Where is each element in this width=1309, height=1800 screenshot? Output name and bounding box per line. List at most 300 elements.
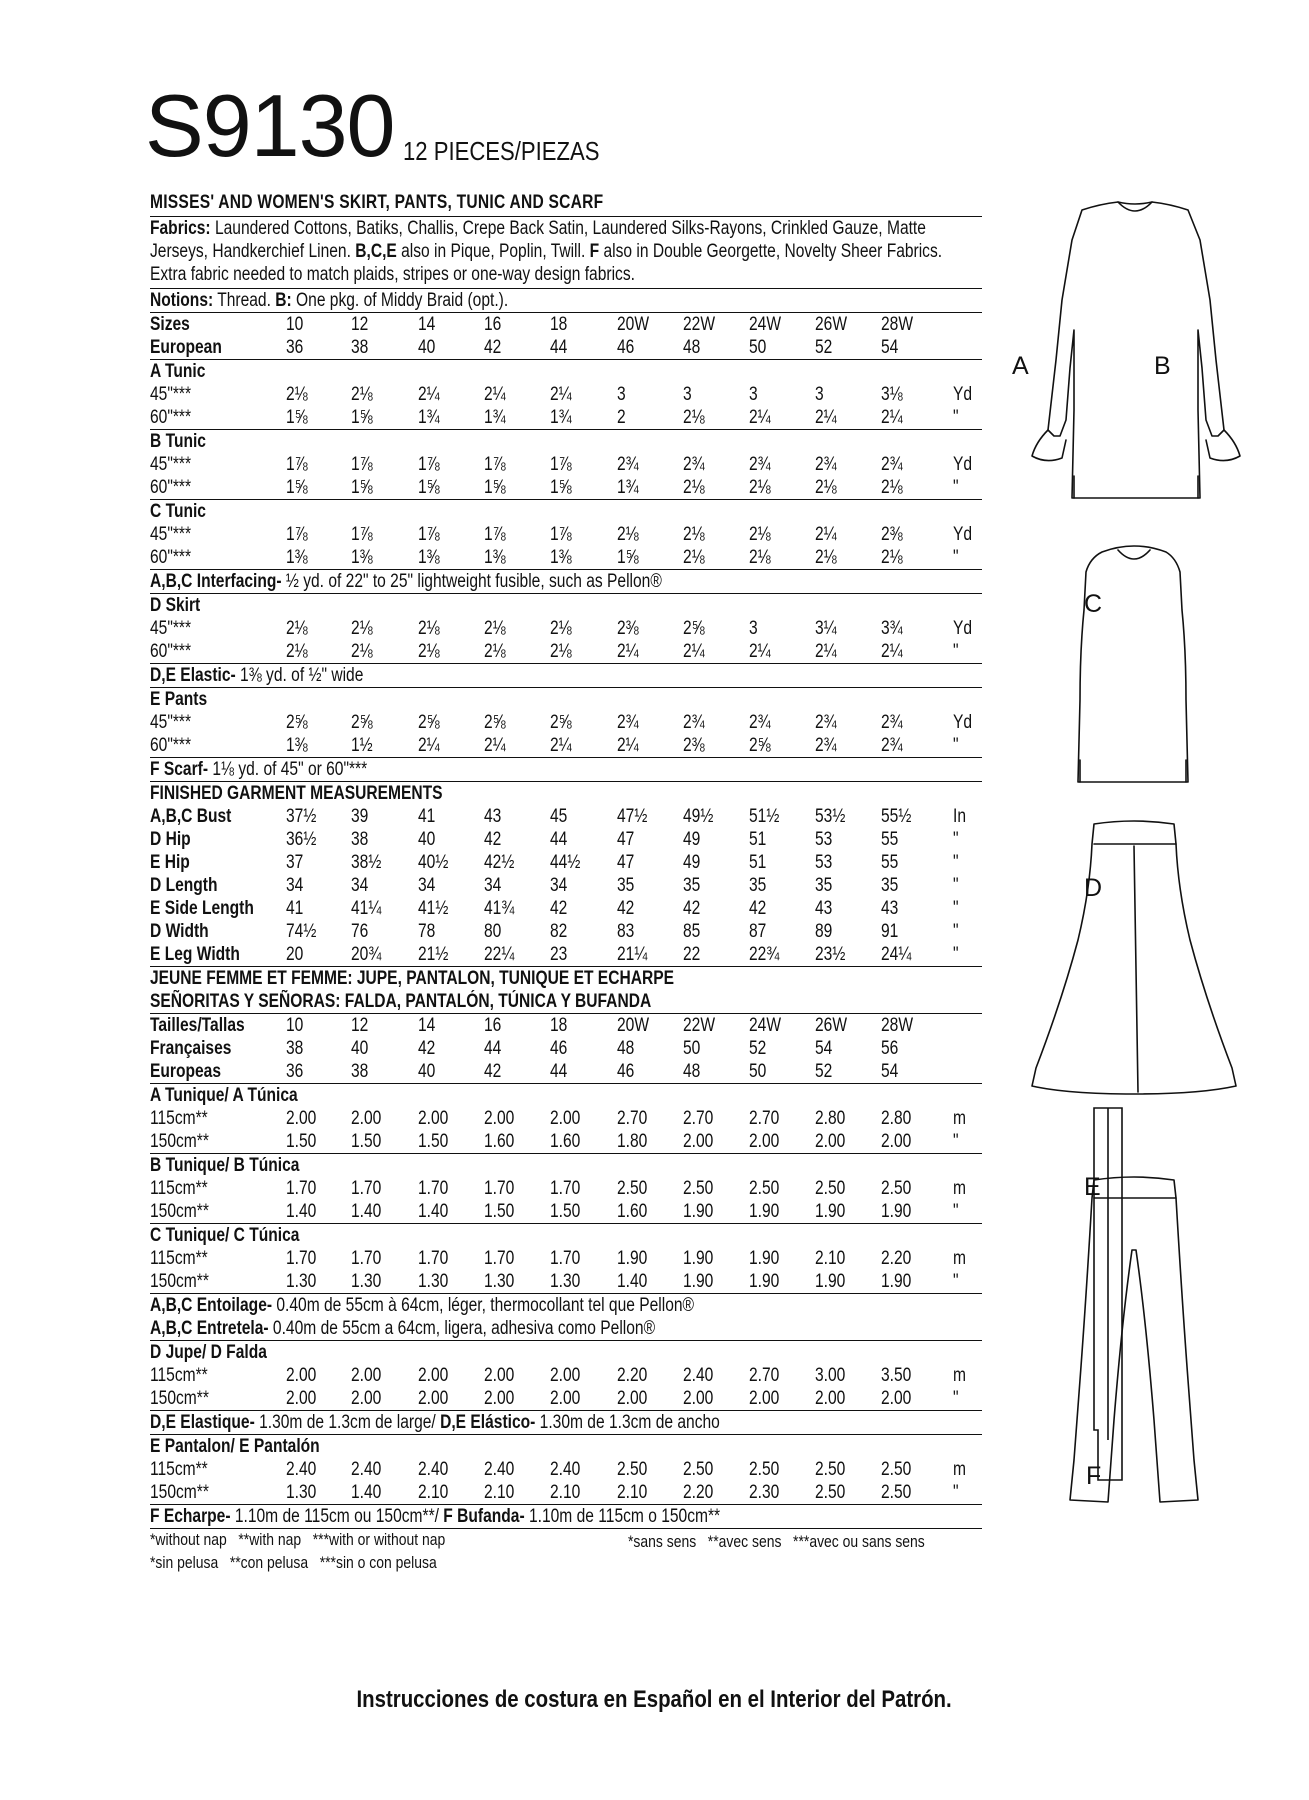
table-cell: 1½ <box>351 735 373 756</box>
table-cell: 38 <box>351 337 369 358</box>
table-cell: 2⅜ <box>617 618 639 639</box>
row-label: Tailles/Tallas <box>150 1015 245 1036</box>
table-cell: 2.50 <box>749 1178 780 1199</box>
table-cell: 52 <box>815 337 833 358</box>
francaises-row <box>150 1037 982 1060</box>
table-row <box>150 1364 982 1387</box>
table-cell: 1.70 <box>351 1178 382 1199</box>
table-cell: 2¾ <box>815 454 837 475</box>
table-cell: 2⅛ <box>484 641 506 662</box>
notions-line <box>150 289 982 312</box>
unit-label: In <box>953 806 967 827</box>
table-cell: 1.90 <box>881 1201 912 1222</box>
row-label: 45"*** <box>150 524 192 545</box>
table-cell: 42 <box>484 337 502 358</box>
table-cell: 21¼ <box>617 944 648 965</box>
table-cell: 14 <box>418 314 436 335</box>
table-cell: 2.50 <box>881 1459 912 1480</box>
table-cell: 1.90 <box>749 1201 780 1222</box>
table-cell: 1.50 <box>418 1131 449 1152</box>
table-cell: 1.40 <box>351 1201 382 1222</box>
table-cell: 1⅜ <box>550 547 572 568</box>
table-cell: 55 <box>881 829 899 850</box>
table-cell: 46 <box>617 1061 635 1082</box>
table-cell: 51 <box>749 829 767 850</box>
table-cell: 3 <box>749 384 758 405</box>
table-row <box>150 546 982 569</box>
table-cell: 2.20 <box>617 1365 648 1386</box>
fabrics-label: Fabrics: <box>150 218 211 239</box>
table-cell: 1.30 <box>286 1482 317 1503</box>
table-cell: 38 <box>351 829 369 850</box>
table-cell: 41 <box>286 898 304 919</box>
scarf-label: F Scarf- <box>150 759 209 780</box>
bufanda-label: F Bufanda- <box>443 1506 525 1527</box>
table-cell: 2.40 <box>286 1459 317 1480</box>
table-cell: 1¾ <box>550 407 572 428</box>
table-cell: 2.00 <box>418 1388 449 1409</box>
unit-label: " <box>953 944 959 965</box>
table-cell: 2.00 <box>286 1388 317 1409</box>
table-cell: 2.00 <box>418 1108 449 1129</box>
table-cell: 1.30 <box>351 1271 382 1292</box>
table-cell: 1.40 <box>351 1482 382 1503</box>
table-cell: 35 <box>881 875 899 896</box>
row-label: D Width <box>150 921 209 942</box>
table-cell: 45 <box>550 806 568 827</box>
table-cell: 2⅛ <box>550 618 572 639</box>
table-cell: 34 <box>286 875 304 896</box>
table-cell: 16 <box>484 314 502 335</box>
table-cell: 26W <box>815 314 848 335</box>
row-label: B Tunique/ B Túnica <box>150 1155 300 1176</box>
table-cell: 34 <box>351 875 369 896</box>
table-cell: 1¾ <box>617 477 639 498</box>
english-title: MISSES' AND WOMEN'S SKIRT, PANTS, TUNIC AND SCARF <box>150 192 604 213</box>
table-row <box>150 734 982 757</box>
table-cell: 2.00 <box>881 1131 912 1152</box>
row-label: C Tunique/ C Túnica <box>150 1225 300 1246</box>
table-cell: 34 <box>418 875 436 896</box>
table-cell: 2.30 <box>749 1482 780 1503</box>
table-row <box>150 711 982 734</box>
table-cell: 82 <box>550 921 568 942</box>
table-cell: 22 <box>683 944 701 965</box>
table-cell: 2.50 <box>815 1178 846 1199</box>
table-cell: 2.50 <box>617 1178 648 1199</box>
elastic-text: 1⅜ yd. of ½" wide <box>235 665 364 686</box>
unit-label: m <box>953 1248 966 1269</box>
unit-label: " <box>953 1201 959 1222</box>
table-cell: 22W <box>683 1015 716 1036</box>
table-cell: 1.90 <box>881 1271 912 1292</box>
table-cell: 40 <box>418 1061 436 1082</box>
table-cell: 42 <box>617 898 635 919</box>
table-cell: 1¾ <box>418 407 440 428</box>
echarpe-line <box>150 1505 982 1528</box>
table-cell: 1.40 <box>617 1271 648 1292</box>
table-cell: 1⅝ <box>286 407 308 428</box>
table-cell: 50 <box>749 1061 767 1082</box>
table-cell: 2⅛ <box>749 547 771 568</box>
fabrics-bce-label: B,C,E <box>355 241 397 262</box>
table-cell: 48 <box>617 1038 635 1059</box>
table-cell: 2¼ <box>815 407 837 428</box>
table-cell: 1.90 <box>815 1271 846 1292</box>
view-label-a: A <box>1012 352 1029 380</box>
echarpe-label: F Echarpe- <box>150 1506 231 1527</box>
measurement-row <box>150 828 982 851</box>
unit-label: " <box>953 641 959 662</box>
table-cell: 1⅜ <box>418 547 440 568</box>
table-cell: 2.70 <box>749 1108 780 1129</box>
european-row <box>150 336 982 359</box>
table-cell: 47½ <box>617 806 648 827</box>
table-cell: 2¾ <box>815 735 837 756</box>
table-cell: 54 <box>815 1038 833 1059</box>
row-label: 60"*** <box>150 735 192 756</box>
fabrics-f-text: also in Double Georgette, Novelty Sheer Fabrics. Extra fabric needed to match plaids, stripes or one-way design fabrics. <box>150 241 943 285</box>
table-cell: 2⅛ <box>351 384 373 405</box>
table-cell: 2.00 <box>815 1388 846 1409</box>
table-cell: 1⅞ <box>351 524 373 545</box>
table-cell: 44½ <box>550 852 581 873</box>
table-cell: 2.00 <box>550 1365 581 1386</box>
table-cell: 37½ <box>286 806 317 827</box>
table-cell: 42 <box>484 829 502 850</box>
table-cell: 36 <box>286 337 304 358</box>
table-cell: 2.10 <box>550 1482 581 1503</box>
table-cell: 1¾ <box>484 407 506 428</box>
tailles-row <box>150 1014 982 1037</box>
view-label-f: F <box>1086 1462 1102 1490</box>
fabrics-list: Laundered Cottons, Batiks, Challis, Crepe Back Satin, Laundered Silks-Rayons, Crinkled Gauze, Matte Jerseys, Handkerchief Linen. <box>150 218 926 262</box>
table-cell: 38 <box>286 1038 304 1059</box>
table-cell: 42½ <box>484 852 515 873</box>
table-cell: 2⅛ <box>683 524 705 545</box>
unit-label: m <box>953 1178 966 1199</box>
table-cell: 2.50 <box>683 1459 714 1480</box>
table-cell: 49 <box>683 829 701 850</box>
table-cell: 2⅛ <box>881 477 903 498</box>
table-cell: 43 <box>815 898 833 919</box>
table-cell: 1⅝ <box>617 547 639 568</box>
table-cell: 12 <box>351 1015 369 1036</box>
table-cell: 2⅛ <box>550 641 572 662</box>
table-cell: 1.70 <box>418 1178 449 1199</box>
group-title <box>150 1341 982 1364</box>
table-cell: 2.40 <box>418 1459 449 1480</box>
table-cell: 2.20 <box>881 1248 912 1269</box>
row-label: A,B,C Bust <box>150 806 232 827</box>
table-row <box>150 406 982 429</box>
c-tunique-group <box>150 1224 982 1293</box>
elastique-label: D,E Elastique- <box>150 1412 255 1433</box>
table-cell: 1⅞ <box>550 524 572 545</box>
table-cell: 1.90 <box>683 1201 714 1222</box>
table-cell: 2¾ <box>881 712 903 733</box>
table-cell: 2⅛ <box>418 641 440 662</box>
table-cell: 10 <box>286 1015 304 1036</box>
footnote-english: *without nap **with nap ***with or without nap <box>150 1530 446 1549</box>
row-label: 150cm** <box>150 1201 209 1222</box>
table-cell: 2⅝ <box>351 712 373 733</box>
table-cell: 2.40 <box>351 1459 382 1480</box>
group-title <box>150 500 982 523</box>
table-cell: 2.70 <box>683 1108 714 1129</box>
table-cell: 18 <box>550 1015 568 1036</box>
table-cell: 74½ <box>286 921 317 942</box>
table-cell: 2.50 <box>815 1459 846 1480</box>
echarpe-text: 1.10m de 115cm ou 150cm**/ <box>230 1506 444 1527</box>
interfacing-text: ½ yd. of 22" to 25" lightweight fusible, such as Pellon® <box>281 571 662 592</box>
table-cell: 2.00 <box>484 1108 515 1129</box>
table-cell: 1⅞ <box>484 454 506 475</box>
table-cell: 16 <box>484 1015 502 1036</box>
row-label: 115cm** <box>150 1365 208 1386</box>
table-cell: 42 <box>683 898 701 919</box>
table-cell: 40 <box>418 337 436 358</box>
row-label: E Leg Width <box>150 944 240 965</box>
table-cell: 48 <box>683 1061 701 1082</box>
table-cell: 2¼ <box>749 641 771 662</box>
table-cell: 2.00 <box>484 1388 515 1409</box>
table-cell: 51 <box>749 852 767 873</box>
table-cell: 1⅜ <box>286 547 308 568</box>
notions-b-label: B: <box>275 290 292 311</box>
row-label: 150cm** <box>150 1388 209 1409</box>
unit-label: " <box>953 875 959 896</box>
entoilage-label: A,B,C Entoilage- <box>150 1295 273 1316</box>
table-cell: 1.50 <box>550 1201 581 1222</box>
footnote-spanish: *sin pelusa **con pelusa ***sin o con pelusa <box>150 1553 437 1572</box>
table-cell: 2⅛ <box>351 618 373 639</box>
table-cell: 50 <box>683 1038 701 1059</box>
table-cell: 2.50 <box>617 1459 648 1480</box>
french-title-line <box>150 967 982 990</box>
entoilage-line <box>150 1294 982 1317</box>
table-cell: 2.00 <box>749 1131 780 1152</box>
table-cell: 2¼ <box>881 641 903 662</box>
table-cell: 2¼ <box>418 735 440 756</box>
entretela-label: A,B,C Entretela- <box>150 1318 269 1339</box>
table-cell: 1⅝ <box>484 477 506 498</box>
table-cell: 2¼ <box>617 641 639 662</box>
measurement-row <box>150 943 982 966</box>
a-tunic-group <box>150 360 982 429</box>
table-cell: 1⅞ <box>484 524 506 545</box>
table-cell: 2⅛ <box>815 547 837 568</box>
interfacing-line <box>150 570 982 593</box>
table-cell: 2⅛ <box>683 477 705 498</box>
b-tunic-group <box>150 430 982 499</box>
table-cell: 36½ <box>286 829 317 850</box>
entretela-text: 0.40m de 55cm a 64cm, ligera, adhesiva como Pellon® <box>268 1318 656 1339</box>
group-title <box>150 1084 982 1107</box>
table-row <box>150 383 982 406</box>
table-cell: 2¼ <box>815 641 837 662</box>
table-cell: 2.10 <box>484 1482 515 1503</box>
table-cell: 50 <box>749 337 767 358</box>
table-cell: 34 <box>550 875 568 896</box>
table-cell: 48 <box>683 337 701 358</box>
table-cell: 1⅜ <box>484 547 506 568</box>
table-cell: 2¾ <box>617 454 639 475</box>
table-cell: 2⅝ <box>286 712 308 733</box>
yardage-chart <box>150 190 982 1575</box>
table-cell: 56 <box>881 1038 899 1059</box>
group-title <box>150 1224 982 1247</box>
table-cell: 18 <box>550 314 568 335</box>
table-cell: 54 <box>881 1061 899 1082</box>
table-cell: 2⅛ <box>484 618 506 639</box>
table-cell: 2.80 <box>815 1108 846 1129</box>
table-cell: 2⅛ <box>683 547 705 568</box>
table-cell: 41 <box>418 806 436 827</box>
table-cell: 2.00 <box>418 1365 449 1386</box>
table-cell: 3.50 <box>881 1365 912 1386</box>
table-row <box>150 640 982 663</box>
table-cell: 28W <box>881 314 914 335</box>
table-cell: 1.40 <box>418 1201 449 1222</box>
table-cell: 2⅝ <box>418 712 440 733</box>
view-label-b: B <box>1154 352 1171 380</box>
table-cell: 91 <box>881 921 899 942</box>
table-cell: 2⅛ <box>881 547 903 568</box>
group-title <box>150 688 982 711</box>
table-row <box>150 1107 982 1130</box>
group-title <box>150 594 982 617</box>
row-label: 60"*** <box>150 407 192 428</box>
table-cell: 2.00 <box>351 1108 382 1129</box>
table-cell: 1.70 <box>351 1248 382 1269</box>
spanish-title-line <box>150 990 982 1013</box>
table-cell: 2¼ <box>550 735 572 756</box>
table-cell: 36 <box>286 1061 304 1082</box>
scarf-line <box>150 758 982 781</box>
table-cell: 42 <box>749 898 767 919</box>
row-label: 60"*** <box>150 641 192 662</box>
table-cell: 20¾ <box>351 944 382 965</box>
table-cell: 2.00 <box>617 1388 648 1409</box>
table-cell: 2.50 <box>881 1178 912 1199</box>
table-cell: 87 <box>749 921 767 942</box>
table-cell: 53 <box>815 852 833 873</box>
fabrics-f-label: F <box>589 241 600 262</box>
row-label: B Tunic <box>150 431 206 452</box>
table-cell: 1.70 <box>550 1248 581 1269</box>
measurement-row <box>150 874 982 897</box>
row-label: A Tunic <box>150 361 206 382</box>
elastic-line <box>150 664 982 687</box>
table-cell: 3.00 <box>815 1365 846 1386</box>
table-cell: 1.30 <box>550 1271 581 1292</box>
table-cell: 46 <box>617 337 635 358</box>
table-cell: 1.90 <box>815 1201 846 1222</box>
unit-label: " <box>953 829 959 850</box>
unit-label: Yd <box>953 384 973 405</box>
table-cell: 83 <box>617 921 635 942</box>
table-cell: 2⅛ <box>418 618 440 639</box>
table-row <box>150 476 982 499</box>
elastic-label: D,E Elastic- <box>150 665 236 686</box>
table-cell: 1⅞ <box>351 454 373 475</box>
row-label: Europeas <box>150 1061 222 1082</box>
finished-title: FINISHED GARMENT MEASUREMENTS <box>150 783 443 804</box>
table-cell: 2.40 <box>484 1459 515 1480</box>
table-cell: 38½ <box>351 852 382 873</box>
table-cell: 1.70 <box>550 1178 581 1199</box>
table-cell: 85 <box>683 921 701 942</box>
scarf-text: 1⅛ yd. of 45" or 60"*** <box>208 759 368 780</box>
table-cell: 1.50 <box>351 1131 382 1152</box>
table-cell: 2¼ <box>484 384 506 405</box>
table-cell: 26W <box>815 1015 848 1036</box>
unit-label: " <box>953 735 959 756</box>
row-label: 150cm** <box>150 1271 209 1292</box>
table-cell: 44 <box>550 1061 568 1082</box>
table-cell: 2.80 <box>881 1108 912 1129</box>
table-cell: 1.30 <box>286 1271 317 1292</box>
table-cell: 1.90 <box>617 1248 648 1269</box>
table-cell: 1⅞ <box>418 454 440 475</box>
table-cell: 24W <box>749 1015 782 1036</box>
table-cell: 10 <box>286 314 304 335</box>
table-cell: 2.00 <box>683 1388 714 1409</box>
table-cell: 2.70 <box>749 1365 780 1386</box>
table-cell: 2.40 <box>683 1365 714 1386</box>
table-cell: 1.60 <box>617 1201 648 1222</box>
elastico-text: 1.30m de 1.3cm de ancho <box>535 1412 720 1433</box>
europeas-row <box>150 1060 982 1083</box>
table-cell: 2¾ <box>881 454 903 475</box>
table-cell: 1.60 <box>484 1131 515 1152</box>
table-cell: 1.90 <box>683 1271 714 1292</box>
unit-label: m <box>953 1459 966 1480</box>
table-cell: 1⅝ <box>286 477 308 498</box>
table-cell: 1.60 <box>550 1131 581 1152</box>
table-row <box>150 1247 982 1270</box>
row-label: 150cm** <box>150 1131 209 1152</box>
table-cell: 80 <box>484 921 502 942</box>
table-cell: 3¾ <box>881 618 903 639</box>
table-cell: 2⅛ <box>749 477 771 498</box>
table-cell: 22¼ <box>484 944 515 965</box>
table-row <box>150 1177 982 1200</box>
table-cell: 2⅛ <box>286 384 308 405</box>
table-cell: 2.50 <box>881 1482 912 1503</box>
notions-b-text: One pkg. of Middy Braid (opt.). <box>291 290 509 311</box>
table-cell: 23 <box>550 944 568 965</box>
row-label: C Tunic <box>150 501 206 522</box>
table-cell: 12 <box>351 314 369 335</box>
row-label: Françaises <box>150 1038 232 1059</box>
measurement-row <box>150 805 982 828</box>
measurements-group <box>150 805 982 966</box>
table-cell: 2.00 <box>351 1388 382 1409</box>
table-row <box>150 1270 982 1293</box>
table-cell: 24¼ <box>881 944 912 965</box>
table-cell: 2.50 <box>815 1482 846 1503</box>
table-cell: 40 <box>351 1038 369 1059</box>
table-cell: 1⅞ <box>418 524 440 545</box>
table-cell: 2.50 <box>683 1178 714 1199</box>
table-row <box>150 523 982 546</box>
table-cell: 42 <box>550 898 568 919</box>
row-label: Sizes <box>150 314 190 335</box>
table-cell: 1.50 <box>286 1131 317 1152</box>
table-cell: 2⅛ <box>617 524 639 545</box>
